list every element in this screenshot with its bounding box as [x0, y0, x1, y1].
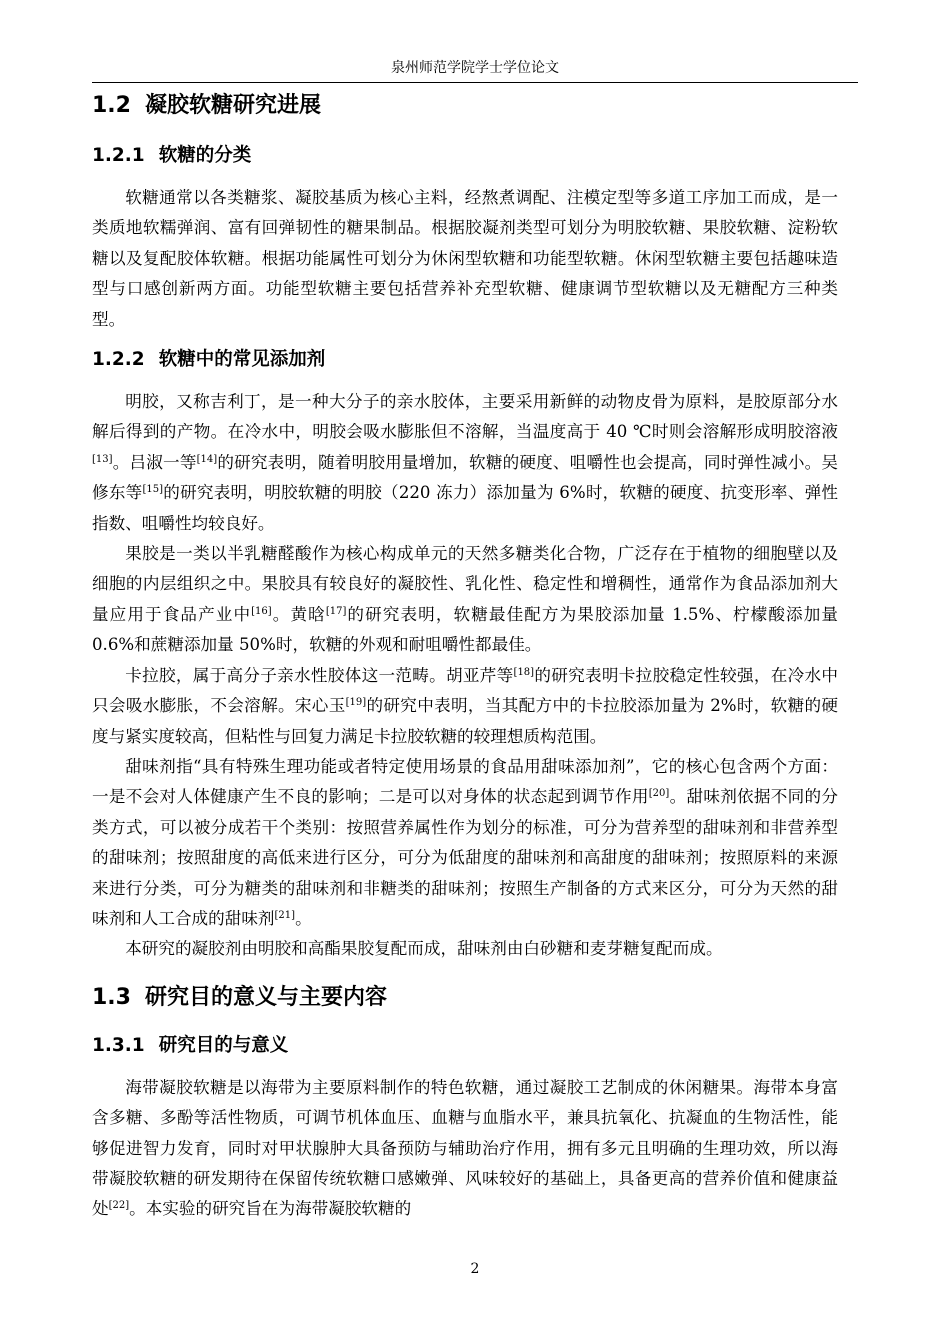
- section-heading-1-3: [92, 983, 838, 1013]
- citation: [21]: [274, 909, 296, 921]
- paragraph-gelatin: 明胶，又称吉利丁，是一种大分子的亲水胶体，主要采用新鲜的动物皮骨为原料，是胶原部分水解后得到的产物。在冷水中，明胶会吸水膨胀但不溶解，当温度高于 40 ℃时则会溶解形成明胶溶液[13]。吕淑一等[14]的研究表明，随着明胶用量增加，软糖的硬度、咀嚼性也会提高，同时弹性减小。吴修东等[15]的研究表明，明胶软糖的明胶（220 冻力）添加量为 6%时，软糖的硬度、抗变形率、弹性指数、咀嚼性均较良好。: [92, 392, 839, 533]
- citation: [19]: [345, 697, 367, 709]
- citation: [15]: [142, 484, 164, 496]
- citation: [22]: [108, 1200, 130, 1212]
- citation: [17]: [325, 605, 347, 617]
- header-rule: [92, 82, 858, 83]
- section-heading-1-2: [92, 91, 838, 121]
- section-number: 1.2: [92, 93, 131, 118]
- section-number: 1.3.1: [92, 1034, 145, 1056]
- citation: [13]: [92, 453, 113, 465]
- paragraph-pectin: 果胶是一类以半乳糖醛酸作为核心构成单元的天然多糖类化合物，广泛存在于植物的细胞壁以及细胞的内层组织之中。果胶具有较良好的凝胶性、乳化性、稳定性和增稠性，通常作为食品添加剂大量应用于食品产业中[16]。黄晗[17]的研究表明，软糖最佳配方为果胶添加量 1.5%、柠檬酸添加量 0.6%和蔗糖添加量 50%时，软糖的外观和耐咀嚼性都最佳。: [92, 544, 839, 655]
- section-heading-1-3-1: [92, 1033, 838, 1059]
- section-number: 1.2.2: [92, 349, 145, 371]
- paragraph-carrageenan: 卡拉胶，属于高分子亲水性胶体这一范畴。胡亚芹等[18]的研究表明卡拉胶稳定性较强，在冷水中只会吸水膨胀，不会溶解。宋心玉[19]的研究中表明，当其配方中的卡拉胶添加量为 2%时，软糖的硬度与紧实度较高，但粘性与回复力满足卡拉胶软糖的较理想质构范围。: [92, 665, 839, 746]
- paragraph-purpose: 海带凝胶软糖是以海带为主要原料制作的特色软糖，通过凝胶工艺制成的休闲糖果。海带本身富含多糖、多酚等活性物质，可调节机体血压、血糖与血脂水平，兼具抗氧化、抗凝血的生物活性，能够促进智力发育，同时对甲状腺肿大具备预防与辅助治疗作用，拥有多元且明确的生理功效，所以海带凝胶软糖的研发期待在保留传统软糖口感嫩弹、风味较好的基础上，具备更高的营养价值和健康益处[22]。本实验的研究旨在为海带凝胶软糖的: [92, 1077, 838, 1219]
- running-header: 泉州师范学院学士学位论文: [391, 60, 559, 76]
- section-title: 软糖中的常见添加剂: [158, 349, 326, 371]
- paragraph-sweetener: 甜味剂指“具有特殊生理功能或者特定使用场景的食品用甜味添加剂”，它的核心包含两个方面：一是不会对人体健康产生不良的影响；二是可以对身体的状态起到调节作用[20]。甜味剂依据不同的分类方式，可以被分成若干个类别：按照营养属性作为划分的标准，可分为营养型的甜味剂和非营养型的甜味剂；按照甜度的高低来进行区分，可分为低甜度的甜味剂和高甜度的甜味剂；按照原料的来源来进行分类，可分为糖类的甜味剂和非糖类的甜味剂；按照生产制备的方式来区分，可分为天然的甜味剂和人工合成的甜味剂[21]。: [92, 756, 839, 928]
- section-heading-1-2-1: [92, 143, 838, 169]
- page-body: [92, 88, 838, 1225]
- section-title: 研究目的意义与主要内容: [144, 984, 387, 1010]
- paragraph-formulation: 本研究的凝胶剂由明胶和高酯果胶复配而成，甜味剂由白砂糖和麦芽糖复配而成。: [125, 939, 723, 959]
- section-heading-1-2-2: [92, 347, 838, 373]
- citation: [14]: [196, 453, 218, 465]
- paragraph-classification: 软糖通常以各类糖浆、凝胶基质为核心主料，经熬煮调配、注模定型等多道工序加工而成，是一类质地软糯弹润、富有回弹韧性的糖果制品。根据胶凝剂类型可划分为明胶软糖、果胶软糖、淀粉软糖以及复配胶体软糖。根据功能属性可划分为休闲型软糖和功能型软糖。休闲型软糖主要包括趣味造型与口感创新两方面。功能型软糖主要包括营养补充型软糖、健康调节型软糖以及无糖配方三种类型。: [92, 188, 838, 329]
- section-number: 1.3: [92, 984, 131, 1010]
- section-title: 软糖的分类: [158, 145, 252, 166]
- citation: [18]: [513, 666, 535, 678]
- section-title: 研究目的与意义: [158, 1034, 289, 1056]
- citation: [16]: [251, 605, 272, 617]
- section-number: 1.2.1: [92, 145, 145, 166]
- section-title: 凝胶软糖研究进展: [144, 93, 321, 118]
- citation: [20]: [648, 788, 670, 800]
- page-number: 2: [470, 1261, 480, 1277]
